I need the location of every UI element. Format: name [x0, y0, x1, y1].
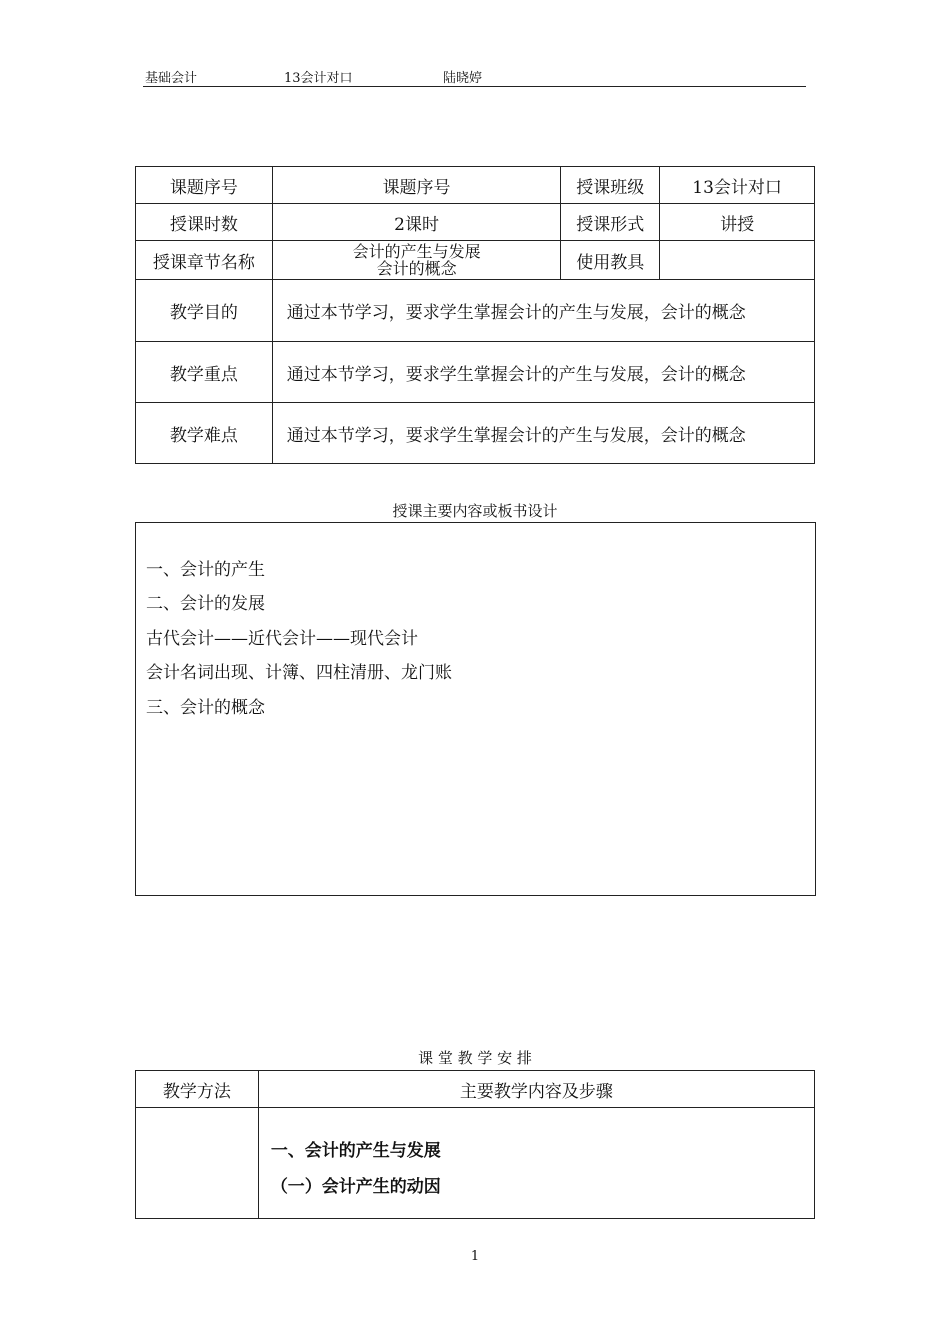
chapter-name-line: 会计的概念 — [376, 259, 457, 278]
table-row — [136, 280, 815, 342]
column-header: 主要教学内容及步骤 — [258, 1071, 814, 1108]
cell-label: 授课时数 — [136, 204, 273, 241]
method-cell — [136, 1108, 259, 1219]
cell-value: 13会计对口 — [660, 167, 815, 204]
cell-label: 课题序号 — [136, 167, 273, 204]
page-number: 1 — [470, 1249, 480, 1264]
goal-text: 通过本节学习，要求学生掌握会计的产生与发展，会计的概念 — [272, 280, 814, 342]
header-course: 基础会计 — [145, 71, 198, 86]
cell-label: 教学重点 — [136, 342, 273, 403]
table-row — [136, 1108, 815, 1219]
cell-value: 2课时 — [272, 204, 561, 241]
board-line: 二、会计的发展 — [146, 594, 265, 614]
arrangement-table — [135, 1070, 815, 1219]
table-row — [136, 204, 815, 241]
board-line: 三、会计的概念 — [146, 698, 265, 718]
cell-value — [660, 241, 815, 280]
content-heading: 一、会计的产生与发展 — [270, 1141, 441, 1161]
table-row — [136, 403, 815, 464]
cell-label: 授课章节名称 — [136, 241, 273, 280]
cell-value: 课题序号 — [272, 167, 561, 204]
cell-label: 使用教具 — [561, 241, 660, 280]
focus-text: 通过本节学习，要求学生掌握会计的产生与发展，会计的概念 — [272, 342, 814, 403]
chapter-name-line: 会计的产生与发展 — [352, 242, 481, 261]
header-class: 13会计对口 — [284, 71, 353, 86]
board-content-box — [135, 522, 816, 896]
lesson-info-table — [135, 166, 815, 464]
cell-label: 教学目的 — [136, 280, 273, 342]
cell-value: 讲授 — [660, 204, 815, 241]
cell-label: 授课班级 — [561, 167, 660, 204]
table-row — [136, 167, 815, 204]
content-cell — [258, 1108, 814, 1219]
chapter-name-cell — [272, 241, 561, 280]
cell-label: 授课形式 — [561, 204, 660, 241]
column-header: 教学方法 — [136, 1071, 259, 1108]
board-section-title: 授课主要内容或板书设计 — [392, 502, 558, 520]
table-row — [136, 342, 815, 403]
board-line: 会计名词出现、计簿、四柱清册、龙门账 — [146, 663, 452, 683]
header-teacher: 陆晓婷 — [443, 71, 483, 86]
board-line: 古代会计——近代会计——现代会计 — [146, 629, 418, 649]
content-subheading: （一）会计产生的动因 — [270, 1177, 441, 1197]
page-header — [143, 64, 806, 87]
arrangement-section-title: 课 堂 教 学 安 排 — [418, 1049, 532, 1067]
table-row — [136, 241, 815, 280]
difficulty-text: 通过本节学习，要求学生掌握会计的产生与发展，会计的概念 — [272, 403, 814, 464]
cell-label: 教学难点 — [136, 403, 273, 464]
board-line: 一、会计的产生 — [146, 560, 265, 580]
table-row — [136, 1071, 815, 1108]
